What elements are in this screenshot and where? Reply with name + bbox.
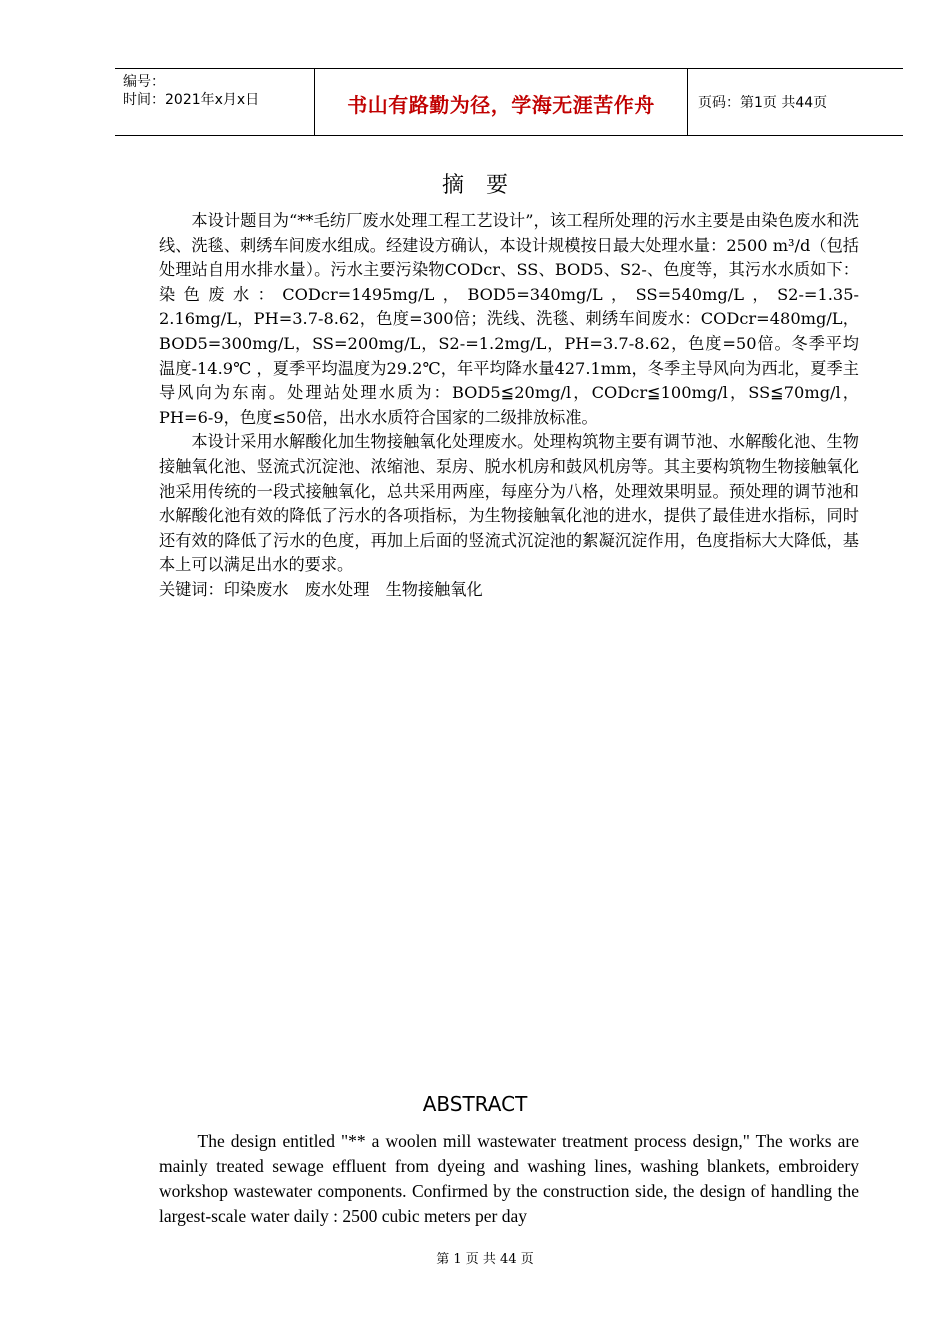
abstract-cn-body (159, 209, 859, 603)
abstract-cn-paragraph: 本设计采用水解酸化加生物接触氧化处理废水。处理构筑物主要有调节池、水解酸化池、生物接触氧化池、竖流式沉淀池、浓缩池、泵房、脱水机房和鼓风机房等。其主要构筑物生物接触氧化池采用传统的一段式接触氧化，总共采用两座，每座分为八格，处理效果明显。预处理的调节池和水解酸化池有效的降低了污水的各项指标，为生物接触氧化池的进水，提供了最佳进水指标，同时还有效的降低了污水的色度，再加上后面的竖流式沉淀池的絮凝沉淀作用，色度指标大大降低，基本上可以满足出水的要求。 (159, 432, 859, 575)
abstract-en-paragraph: The design entitled "** a woolen mill wastewater treatment process design," The works are mainly treated sewage effluent from dyeing and washing lines, washing blankets, embroidery workshop wastewater components. Confirmed by the construction side, the design of handling the largest-scale water daily : 2500 cubic meters per day (159, 1131, 859, 1226)
keywords-line (159, 578, 859, 603)
keywords-label: 关键词： (159, 579, 224, 599)
keyword-item: 废水处理 (304, 579, 370, 599)
page-footer: 第 1 页 共 44 页 (436, 1252, 534, 1267)
header-slogan: 书山有路勤为径，学海无涯苦作舟 (315, 69, 688, 135)
abstract-cn-paragraph: 本设计题目为“**毛纺厂废水处理工程工艺设计”，该工程所处理的污水主要是由染色废水和洗线、洗毯、刺绣车间废水组成。经建设方确认，本设计规模按日最大处理水量：2500 m³/d（包括处理站自用水排水量）。污水主要污染物CODcr、SS、BOD5、S2-、色度等，其污水水质如下：染色废水：CODcr=1495mg/L，BOD5=340mg/L，SS=540mg/L，S2-=1.35-2.16mg/L，PH=3.7-8.62，色度=300倍；洗线、洗毯、刺绣车间废水：CODcr=480mg/L，BOD5=300mg/L，SS=200mg/L，S2-=1.2mg/L，PH=3.7-8.62，色度=50倍。冬季平均温度-14.9℃ ，夏季平均温度为29.2℃，年平均降水量427.1mm，冬季主导风向为西北，夏季主导风向为东南。处理站处理水质为：BOD5≦20mg/l，CODcr≦100mg/l，SS≦70mg/l，PH=6-9，色度≤50倍，出水水质符合国家的二级排放标准。 (159, 211, 859, 427)
keyword-item: 印染废水 (223, 579, 289, 599)
abstract-en-title: ABSTRACT (422, 1092, 528, 1116)
header-meta-cell (115, 69, 315, 135)
keyword-item: 生物接触氧化 (385, 579, 483, 599)
page-header (115, 68, 903, 136)
header-page-label: 页码：第1页 共44页 (698, 95, 828, 111)
abstract-en-body (159, 1129, 859, 1229)
abstract-cn-title: 摘要 (441, 173, 530, 198)
header-number-label: 编号： (123, 74, 165, 90)
header-time-label: 时间：2021年x月x日 (123, 92, 260, 108)
